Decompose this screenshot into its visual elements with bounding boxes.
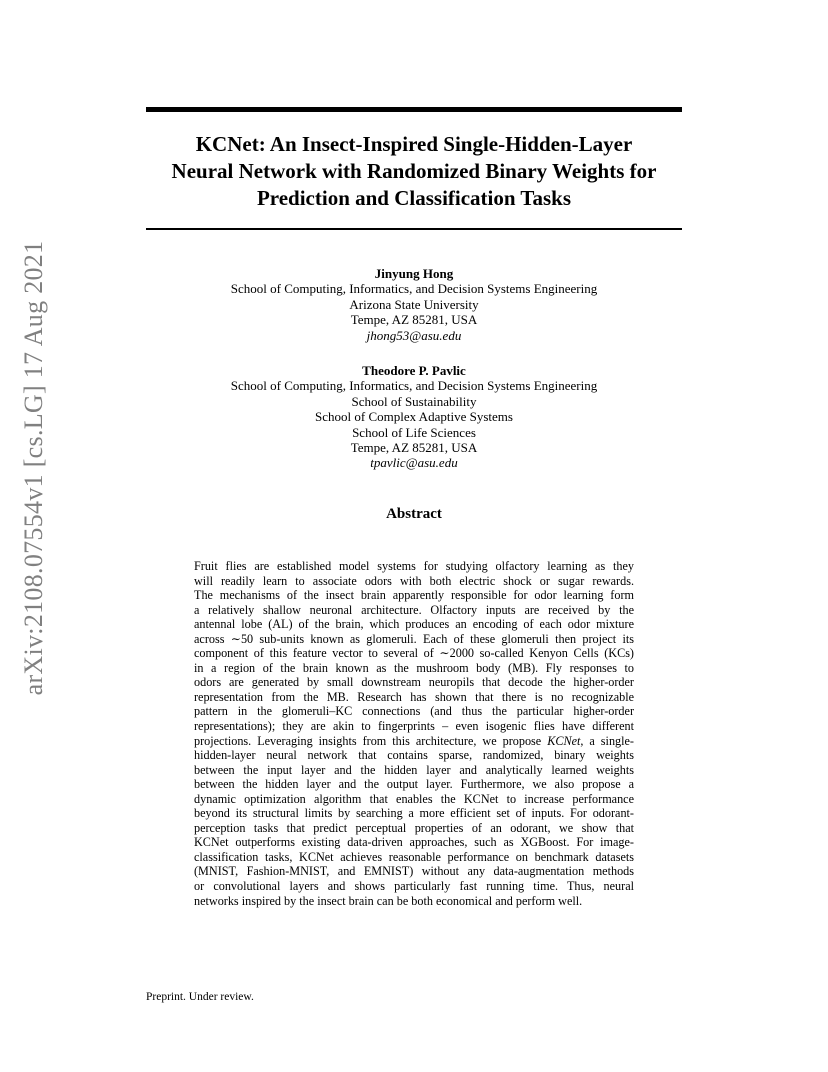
abstract-line: hidden-layer neural network that contains sparse, randomized, binary weights	[194, 748, 634, 763]
author-affiliation: School of Complex Adaptive Systems	[315, 409, 513, 425]
abstract-line: odors are generated by small downstream neuropils that decode the higher-order	[194, 675, 634, 690]
abstract-line: representation from the MB. Research has shown that there is no recognizable	[194, 689, 634, 704]
abstract-line: representations); they are akin to fingerprints – even isogenic flies have different	[194, 719, 634, 734]
author-affiliation: School of Sustainability	[351, 393, 477, 409]
abstract-line: classification tasks, KCNet achieves reasonable performance on benchmark datasets	[194, 849, 634, 864]
title-line: Prediction and Classification Tasks	[256, 186, 572, 210]
abstract-line: antennal lobe (AL) of the brain, which produces an encoding of each odor mixture	[194, 617, 634, 632]
abstract-line: or convolutional layers and shows particularly fast running time. Thus, neural	[194, 879, 634, 894]
author-email[interactable]: jhong53@asu.edu	[366, 327, 462, 343]
title-line: KCNet: An Insect-Inspired Single-Hidden-Layer	[195, 132, 633, 156]
abstract-line: perception tasks that predict perceptual properties of an odorant, we show that	[194, 820, 634, 835]
abstract-line: dynamic optimization algorithm that enables the KCNet to increase performance	[194, 791, 634, 806]
title-bottom-rule	[146, 228, 682, 230]
author-affiliation: School of Computing, Informatics, and Decision Systems Engineering	[230, 378, 598, 394]
abstract-line: beyond its structural limits by searching a more efficient set of inputs. For odorant-	[194, 806, 634, 821]
abstract-line: will readily learn to associate odors with both electric shock or sugar rewards.	[194, 573, 634, 588]
paper-title	[140, 131, 688, 212]
abstract-line: The mechanisms of the insect brain apparently responsible for odor learning form	[194, 588, 634, 603]
preprint-footnote: Preprint. Under review.	[146, 991, 254, 1003]
author-name: Theodore P. Pavlic	[362, 363, 466, 378]
abstract-line: component of this feature vector to several of ∼2000 so-called Kenyon Cells (KCs)	[194, 646, 634, 661]
abstract-line: pattern in the glomeruli–KC connections (and thus the particular higher-order	[194, 704, 634, 719]
abstract-line: between the hidden layer and the output layer. Furthermore, we also propose a	[194, 777, 634, 792]
author-affiliation: School of Life Sciences	[352, 424, 476, 440]
title-top-rule	[146, 107, 682, 112]
kcnet-emphasis: KCNet	[547, 733, 581, 748]
arxiv-identifier[interactable]: arXiv:2108.07554v1 [cs.LG] 17 Aug 2021	[19, 240, 48, 696]
author-block-hong	[164, 266, 664, 343]
abstract-line: in a region of the brain known as the mushroom body (MB). Fly responses to	[194, 660, 634, 675]
abstract-line: Fruit flies are established model systems for studying olfactory learning as they	[194, 559, 634, 573]
abstract-line-tail: , a single-	[580, 733, 634, 748]
author-name: Jinyung Hong	[374, 266, 454, 281]
abstract-heading: Abstract	[386, 506, 442, 522]
abstract-line: (MNIST, Fashion-MNIST, and EMNIST) without any data-augmentation methods	[194, 864, 634, 879]
author-affiliation: Tempe, AZ 85281, USA	[350, 312, 478, 328]
abstract-body	[194, 559, 634, 908]
abstract-line: KCNet outperforms existing data-driven approaches, such as XGBoost. For image-	[194, 835, 634, 850]
abstract-line-text: projections. Leveraging insights from this architecture, we propose	[194, 733, 548, 748]
author-block-pavlic	[164, 363, 664, 471]
author-affiliation: School of Computing, Informatics, and Decision Systems Engineering	[230, 281, 598, 297]
author-affiliation: Tempe, AZ 85281, USA	[350, 440, 478, 456]
abstract-line: a relatively shallow neuronal architecture. Olfactory inputs are received by the	[194, 602, 634, 617]
abstract-line: networks inspired by the insect brain can be both economical and perform well.	[194, 893, 583, 908]
abstract-line: between the input layer and the hidden layer and analytically learned weights	[194, 762, 634, 777]
abstract-line-with-emphasis	[194, 734, 634, 749]
title-line: Neural Network with Randomized Binary Weights for	[171, 159, 657, 183]
author-email[interactable]: tpavlic@asu.edu	[370, 455, 458, 471]
abstract-line: across ∼50 sub-units known as glomeruli. Each of these glomeruli then project its	[194, 631, 634, 646]
author-affiliation: Arizona State University	[349, 296, 479, 312]
